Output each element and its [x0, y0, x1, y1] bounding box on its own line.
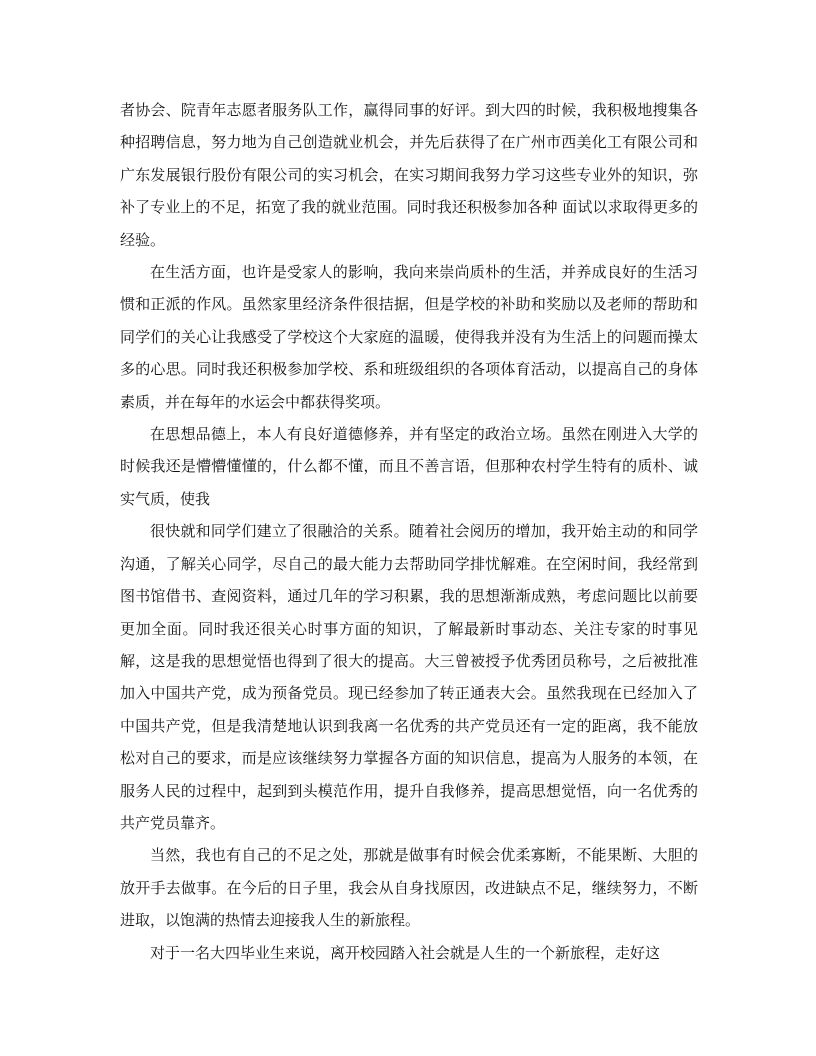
paragraph-shortcomings: 当然，我也有自己的不足之处，那就是做事有时候会优柔寡断，不能果断、大胆的放开手去做事。在今后的日子里，我会从自身找原因，改进缺点不足，继续努力，不断进取，以饱满的热情去迎接我人生的新旅程。	[120, 846, 698, 930]
paragraph-life: 在生活方面，也许是受家人的影响，我向来崇尚质朴的生活，并养成良好的生活习惯和正派的作风。虽然家里经济条件很拮据，但是学校的补助和奖励以及老师的帮助和同学们的关心让我感受了学校这个大家庭的温暖，使得我并没有为生活上的问题而操太多的心思。同时我还积极参加学校、系和班级组织的各项体育活动，以提高自己的身体素质，并在每年的水运会中都获得奖项。	[120, 263, 698, 411]
paragraph-growth: 很快就和同学们建立了很融洽的关系。随着社会阅历的增加，我开始主动的和同学沟通，了解关心同学，尽自己的最大能力去帮助同学排忧解难。在空闲时间，我经常到图书馆借书、查阅资料，通过几年的学习积累，我的思想渐渐成熟，考虑问题比以前要更加全面。同时我还很关心时事方面的知识，了解最新时事动态、关注专家的时事见解，这是我的思想觉悟也得到了很大的提高。大三曾被授予优秀团员称号，之后被批准加入中国共产党，成为预备党员。现已经参加了转正通表大会。虽然我现在已经加入了中国共产党，但是我清楚地认识到我离一名优秀的共产党员还有一定的距离，我不能放松对自己的要求，而是应该继续努力掌握各方面的知识信息，提高为人服务的本领，在服务人民的过程中，起到到头模范作用，提升自我修养，提高思想觉悟，向一名优秀的共产党员靠齐。	[120, 522, 698, 832]
body-text	[120, 94, 698, 969]
paragraph-intro-continuation: 者协会、院青年志愿者服务队工作，赢得同事的好评。到大四的时候，我积极地搜集各种招聘信息，努力地为自己创造就业机会，并先后获得了在广州市西美化工有限公司和广东发展银行股份有限公司的实习机会，在实习期间我努力学习这些专业外的知识，弥补了专业上的不足，拓宽了我的就业范围。同时我还积极参加各种 面试以求取得更多的经验。	[120, 101, 698, 249]
paragraph-morality: 在思想品德上，本人有良好道德修养，并有坚定的政治立场。虽然在刚进入大学的时候我还是懵懵懂懂的，什么都不懂，而且不善言语，但那种农村学生特有的质朴、诚实气质，使我	[120, 425, 698, 508]
paragraph-new-journey: 对于一名大四毕业生来说，离开校园踏入社会就是人生的一个新旅程，走好这	[150, 943, 661, 962]
